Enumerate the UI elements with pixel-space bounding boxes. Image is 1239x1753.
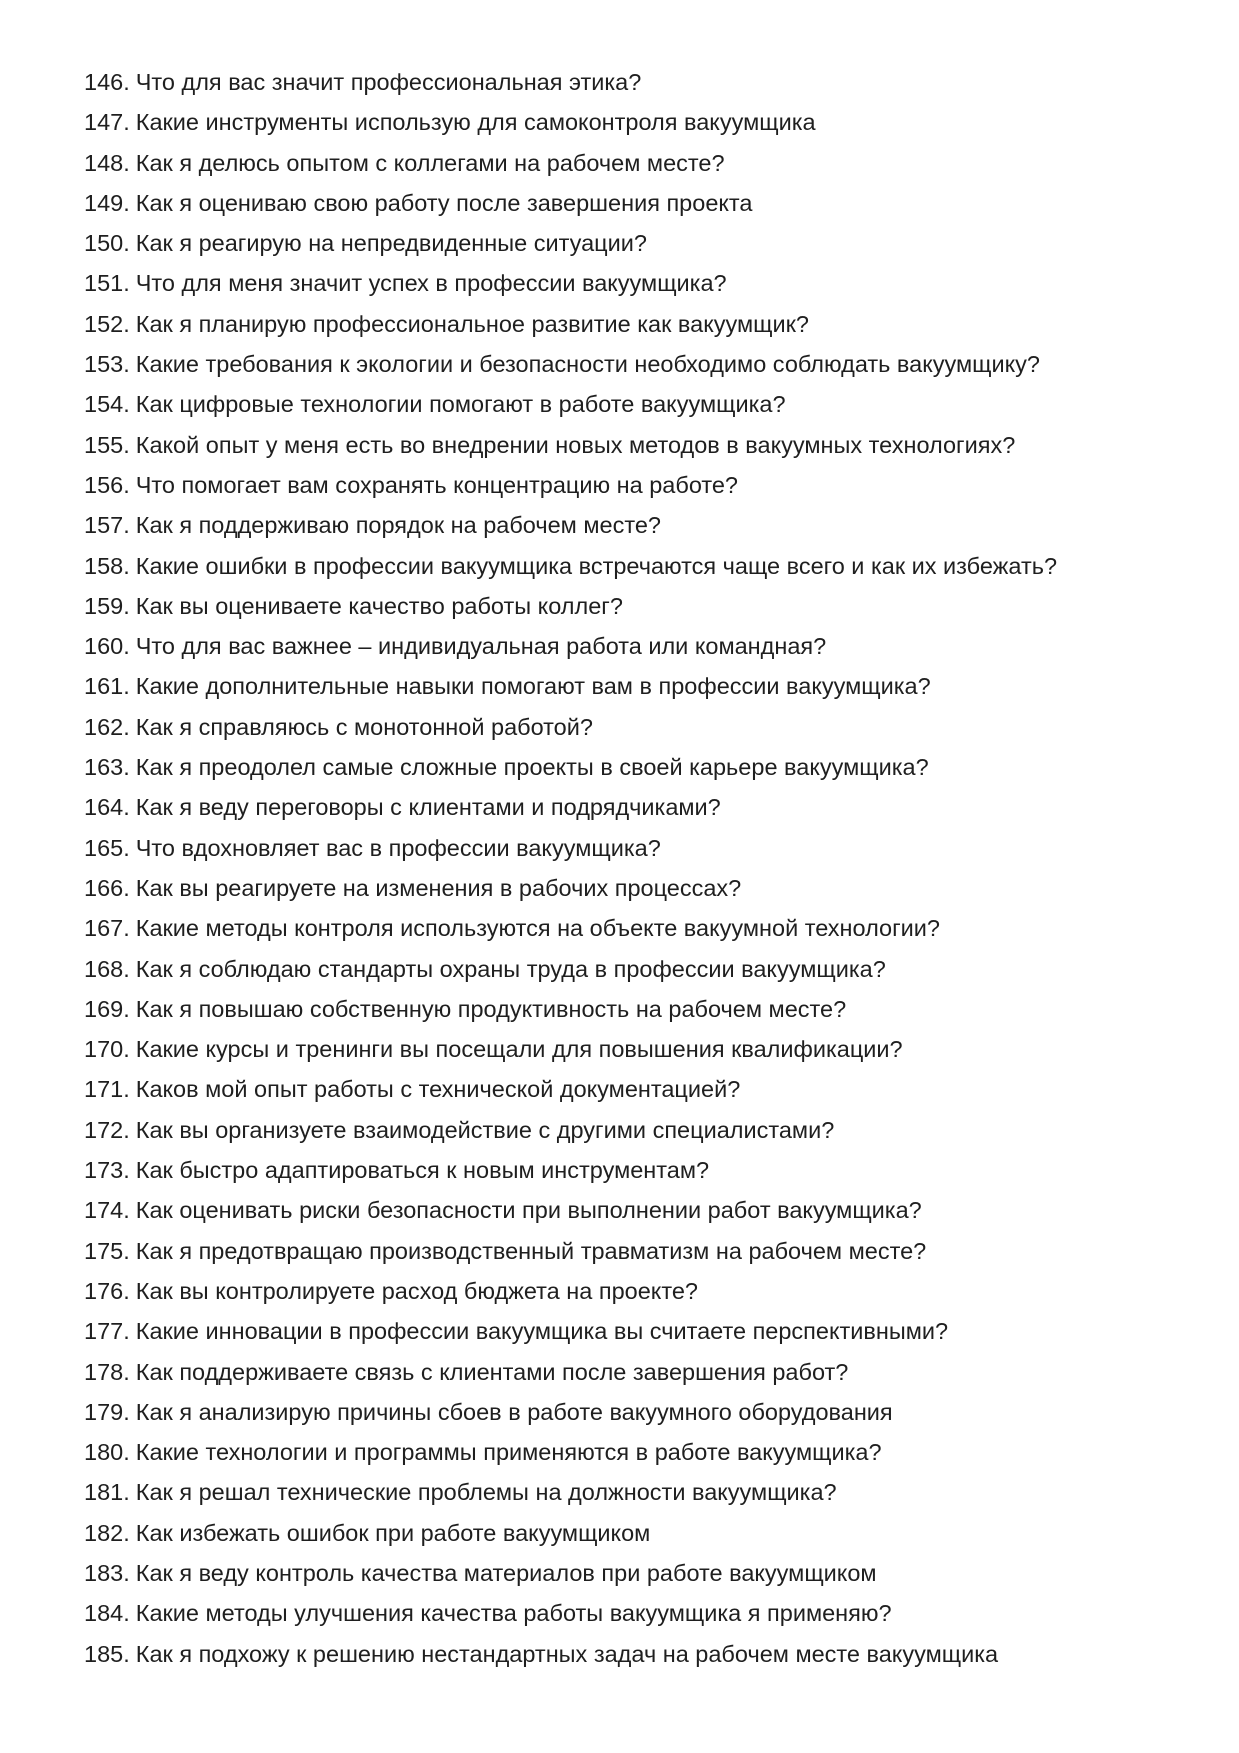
question-item bbox=[84, 989, 1057, 1029]
question-number: 155. bbox=[84, 431, 130, 458]
question-text: Как вы контролируете расход бюджета на проекте? bbox=[135, 1277, 698, 1304]
question-item bbox=[84, 1553, 1057, 1593]
question-number: 180. bbox=[84, 1439, 130, 1466]
question-item bbox=[84, 344, 1057, 384]
question-number: 157. bbox=[84, 512, 130, 539]
question-item bbox=[84, 1069, 1057, 1109]
question-item bbox=[84, 425, 1057, 465]
question-number: 165. bbox=[84, 834, 130, 861]
question-item bbox=[84, 1190, 1057, 1230]
question-text: Что вдохновляет вас в профессии вакуумщика? bbox=[135, 834, 661, 861]
question-text: Какие требования к экологии и безопасности необходимо соблюдать вакуумщику? bbox=[135, 351, 1040, 378]
question-text: Как я веду переговоры с клиентами и подрядчиками? bbox=[135, 794, 721, 821]
question-text: Как вы реагируете на изменения в рабочих процессах? bbox=[135, 874, 742, 901]
question-text: Что для меня значит успех в профессии вакуумщика? bbox=[135, 270, 727, 297]
question-item bbox=[84, 1271, 1057, 1311]
question-number: 182. bbox=[84, 1519, 130, 1546]
question-text: Как я анализирую причины сбоев в работе вакуумного оборудования bbox=[135, 1398, 893, 1425]
question-number: 185. bbox=[84, 1640, 130, 1667]
question-number: 166. bbox=[84, 874, 130, 901]
question-text: Что для вас значит профессиональная этика? bbox=[135, 69, 642, 95]
question-number: 181. bbox=[84, 1479, 130, 1506]
question-number: 152. bbox=[84, 310, 130, 337]
question-item bbox=[84, 787, 1057, 827]
question-number: 149. bbox=[84, 189, 130, 216]
question-text: Какие технологии и программы применяются в работе вакуумщика? bbox=[135, 1439, 882, 1466]
question-number: 156. bbox=[84, 471, 130, 498]
question-number: 183. bbox=[84, 1559, 130, 1586]
question-text: Как я повышаю собственную продуктивность на рабочем месте? bbox=[135, 995, 847, 1022]
question-item bbox=[84, 143, 1057, 183]
question-text: Каков мой опыт работы с технической документацией? bbox=[135, 1076, 741, 1103]
question-item bbox=[84, 1513, 1057, 1553]
question-number: 161. bbox=[84, 673, 130, 700]
question-text: Как я справляюсь с монотонной работой? bbox=[135, 713, 593, 740]
question-item bbox=[84, 1150, 1057, 1190]
question-number: 169. bbox=[84, 995, 130, 1022]
question-number: 153. bbox=[84, 351, 130, 378]
question-item bbox=[84, 263, 1057, 303]
question-text: Какие методы улучшения качества работы вакуумщика я применяю? bbox=[135, 1600, 892, 1627]
question-number: 167. bbox=[84, 915, 130, 942]
question-item bbox=[84, 626, 1057, 666]
question-number: 151. bbox=[84, 270, 130, 297]
question-number: 173. bbox=[84, 1157, 130, 1184]
question-number: 184. bbox=[84, 1600, 130, 1627]
question-text: Какие ошибки в профессии вакуумщика встречаются чаще всего и как их избежать? bbox=[135, 552, 1058, 579]
question-text: Как я предотвращаю производственный травматизм на рабочем месте? bbox=[135, 1237, 927, 1264]
question-text: Как я решал технические проблемы на должности вакуумщика? bbox=[135, 1479, 837, 1506]
question-number: 159. bbox=[84, 592, 130, 619]
question-text: Как я планирую профессиональное развитие как вакуумщик? bbox=[135, 310, 809, 337]
question-item bbox=[84, 707, 1057, 747]
question-number: 147. bbox=[84, 109, 130, 136]
question-item bbox=[84, 666, 1057, 706]
question-text: Какие дополнительные навыки помогают вам в профессии вакуумщика? bbox=[135, 673, 931, 700]
question-item bbox=[84, 1110, 1057, 1150]
question-item bbox=[84, 586, 1057, 626]
question-number: 170. bbox=[84, 1036, 130, 1063]
question-number: 146. bbox=[84, 69, 130, 95]
question-text: Как цифровые технологии помогают в работе вакуумщика? bbox=[135, 391, 786, 418]
question-item bbox=[84, 465, 1057, 505]
question-text: Какие инструменты использую для самоконтроля вакуумщика bbox=[135, 109, 816, 136]
question-item bbox=[84, 1634, 1057, 1674]
question-item bbox=[84, 183, 1057, 223]
question-item bbox=[84, 384, 1057, 424]
question-item bbox=[84, 1029, 1057, 1069]
question-number: 168. bbox=[84, 955, 130, 982]
question-text: Что помогает вам сохранять концентрацию на работе? bbox=[135, 471, 739, 498]
question-text: Как избежать ошибок при работе вакуумщиком bbox=[135, 1519, 651, 1546]
question-text: Как быстро адаптироваться к новым инструментам? bbox=[135, 1157, 710, 1184]
question-text: Что для вас важнее – индивидуальная работа или командная? bbox=[135, 633, 827, 660]
question-list bbox=[84, 62, 1057, 1674]
question-item bbox=[84, 1472, 1057, 1512]
question-item bbox=[84, 1593, 1057, 1633]
question-number: 176. bbox=[84, 1277, 130, 1304]
question-text: Какие курсы и тренинги вы посещали для повышения квалификации? bbox=[135, 1036, 903, 1063]
question-number: 150. bbox=[84, 230, 130, 257]
question-text: Как поддерживаете связь с клиентами после завершения работ? bbox=[135, 1358, 849, 1385]
question-item bbox=[84, 1231, 1057, 1271]
question-number: 164. bbox=[84, 794, 130, 821]
question-text: Как я подхожу к решению нестандартных задач на рабочем месте вакуумщика bbox=[135, 1640, 999, 1667]
question-item bbox=[84, 304, 1057, 344]
question-item bbox=[84, 1432, 1057, 1472]
question-number: 177. bbox=[84, 1318, 130, 1345]
question-number: 172. bbox=[84, 1116, 130, 1143]
question-item bbox=[84, 828, 1057, 868]
question-number: 179. bbox=[84, 1398, 130, 1425]
question-number: 171. bbox=[84, 1076, 130, 1103]
question-number: 158. bbox=[84, 552, 130, 579]
question-item bbox=[84, 1352, 1057, 1392]
question-item bbox=[84, 1392, 1057, 1432]
question-number: 154. bbox=[84, 391, 130, 418]
question-number: 174. bbox=[84, 1197, 130, 1224]
question-number: 163. bbox=[84, 754, 130, 781]
question-item bbox=[84, 223, 1057, 263]
question-item bbox=[84, 62, 1057, 102]
question-item bbox=[84, 747, 1057, 787]
question-item bbox=[84, 949, 1057, 989]
question-text: Как я соблюдаю стандарты охраны труда в профессии вакуумщика? bbox=[135, 955, 886, 982]
question-text: Как я оцениваю свою работу после завершения проекта bbox=[135, 189, 753, 216]
question-number: 160. bbox=[84, 633, 130, 660]
question-item bbox=[84, 1311, 1057, 1351]
question-number: 162. bbox=[84, 713, 130, 740]
question-item bbox=[84, 546, 1057, 586]
question-text: Как я реагирую на непредвиденные ситуации? bbox=[135, 230, 647, 257]
question-text: Какие инновации в профессии вакуумщика вы считаете перспективными? bbox=[135, 1318, 949, 1345]
question-text: Как я веду контроль качества материалов при работе вакуумщиком bbox=[135, 1559, 877, 1586]
question-item bbox=[84, 102, 1057, 142]
question-item bbox=[84, 908, 1057, 948]
question-text: Как оценивать риски безопасности при выполнении работ вакуумщика? bbox=[135, 1197, 922, 1224]
question-text: Как я делюсь опытом с коллегами на рабочем месте? bbox=[135, 149, 725, 176]
question-text: Какие методы контроля используются на объекте вакуумной технологии? bbox=[135, 915, 941, 942]
question-number: 175. bbox=[84, 1237, 130, 1264]
question-item bbox=[84, 505, 1057, 545]
question-item bbox=[84, 868, 1057, 908]
question-text: Как я поддерживаю порядок на рабочем месте? bbox=[135, 512, 661, 539]
question-text: Как я преодолел самые сложные проекты в своей карьере вакуумщика? bbox=[135, 754, 929, 781]
question-text: Как вы оцениваете качество работы коллег? bbox=[135, 592, 623, 619]
question-number: 178. bbox=[84, 1358, 130, 1385]
question-text: Какой опыт у меня есть во внедрении новых методов в вакуумных технологиях? bbox=[135, 431, 1016, 458]
question-text: Как вы организуете взаимодействие с другими специалистами? bbox=[135, 1116, 835, 1143]
question-number: 148. bbox=[84, 149, 130, 176]
